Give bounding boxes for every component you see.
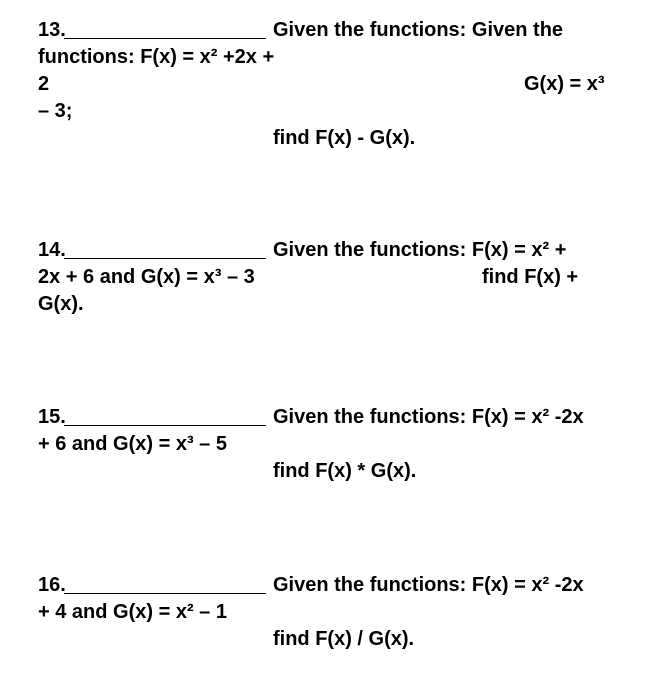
instruction: find F(x) / G(x).	[273, 628, 415, 650]
problem-number: 15.	[38, 406, 66, 428]
function-g-constant: – 3;	[38, 100, 73, 122]
problem-number: 16.	[38, 574, 66, 596]
functions-text: 2x + 6 and G(x) = x³ – 3	[38, 266, 255, 288]
function-g-text: G(x) = x³	[524, 73, 605, 95]
instruction-continued: G(x).	[38, 293, 84, 315]
functions-text: + 4 and G(x) = x² – 1	[38, 601, 227, 623]
problem-number: 14.	[38, 239, 66, 261]
given-label: Given the functions: F(x) = x² -2x	[273, 574, 584, 596]
answer-blank[interactable]	[64, 38, 266, 39]
instruction: find F(x) - G(x).	[273, 127, 416, 149]
problem-number: 13.	[38, 19, 66, 41]
instruction: find F(x) * G(x).	[273, 460, 417, 482]
answer-blank[interactable]	[64, 425, 266, 426]
given-label: Given the functions: F(x) = x² +	[273, 239, 567, 261]
given-label: Given the functions: F(x) = x² -2x	[273, 406, 584, 428]
instruction: find F(x) +	[482, 266, 579, 288]
answer-blank[interactable]	[64, 593, 266, 594]
function-f-constant: 2	[38, 73, 50, 95]
answer-blank[interactable]	[64, 258, 266, 259]
given-label: Given the functions: Given the	[273, 19, 564, 41]
functions-text: + 6 and G(x) = x³ – 5	[38, 433, 227, 455]
function-f-text: functions: F(x) = x² +2x +	[38, 46, 275, 68]
